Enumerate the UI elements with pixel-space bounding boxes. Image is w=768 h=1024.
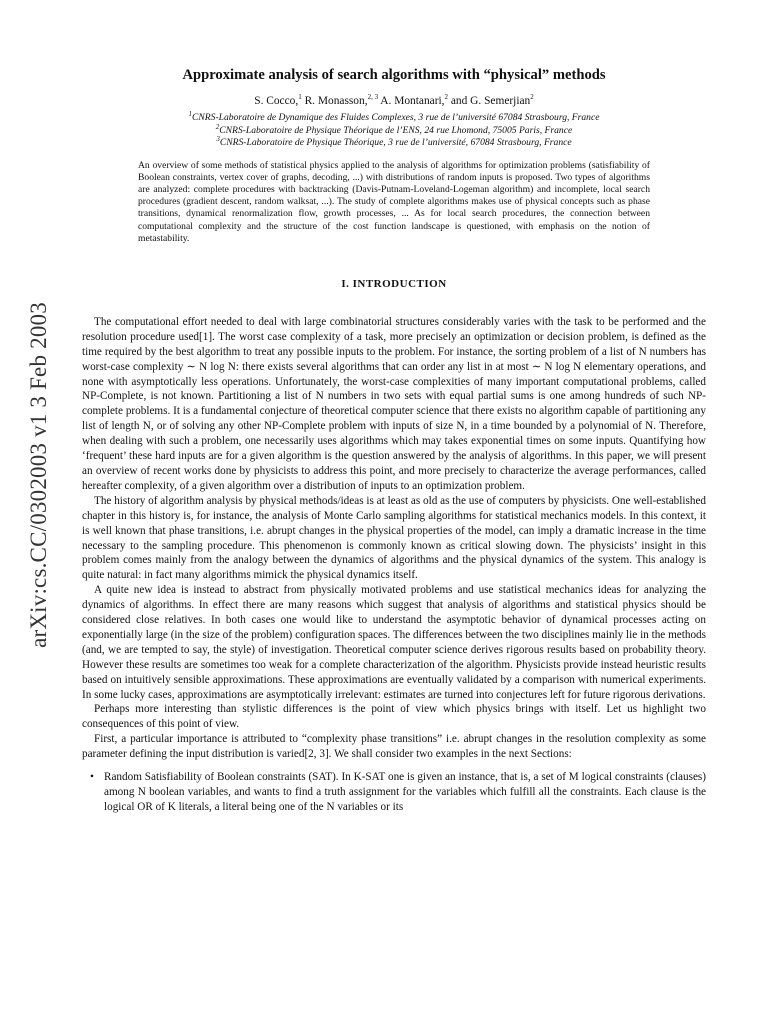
affiliation-list	[82, 109, 706, 150]
paper-page	[82, 0, 706, 815]
affiliation: $^3$CNRS-Laboratoire de Physique Théorique, 3 rue de l’université, 67084 Strasbourg, France	[216, 134, 572, 148]
arxiv-sidebar	[22, 270, 56, 680]
arxiv-identifier: arXiv:cs.CC/0302003 v1 3 Feb 2003	[26, 302, 51, 648]
author: S. Cocco,$^1$	[254, 93, 302, 107]
author: A. Montanari,$^2$	[380, 93, 448, 107]
affiliation: $^1$CNRS-Laboratoire de Dynamique des Fluides Complexes, 3 rue de l’université 67084 Strasbourg, France	[188, 109, 600, 123]
paragraph: The computational effort needed to deal with large combinatorial structures considerably varies with the task to be performed and the resolution procedure used[1]. The worst case complexity of a task, more precisely an optimization or decision problem, is defined as the time required by the best algorithm to treat any possible inputs to the problem. For instance, the sorting problem of a list of N numbers has worst-case complexity ∼ N log N: there exists several algorithms that can order any list in at most ∼ N log N elementary operations, and none with asymptotically less operations. Unfortunately, the worst-case complexities of many important computational problems, called NP-Complete, is not known. Partitioning a list of N numbers in two sets with equal partial sums is one among hundreds of such NP-complete problems. It is a fundamental conjecture of theoretical computer science that there exists no algorithm capable of partitioning any list of length N, or of solving any other NP-Complete problem with inputs of size N, in a time bounded by a polynomial of N. Therefore, when dealing with such a problem, one necessarily uses algorithms which may takes exponential times on some inputs. Quantifying how ‘frequent’ these hard inputs are for a given algorithm is the question answered by the analysis of algorithms. In this paper, we will present an overview of recent works done by physicists to address this point, and more precisely to characterize the average performances, called hereafter complexity, of a given algorithm over a distribution of inputs to an optimization problem.	[82, 315, 706, 492]
bullet-list	[82, 770, 706, 815]
paragraph: Perhaps more interesting than stylistic differences is the point of view which physics brings with itself. Let us highlight two consequences of this point of view.	[82, 703, 706, 731]
section-body	[82, 315, 706, 815]
list-item	[90, 770, 706, 815]
abstract	[138, 160, 650, 245]
paragraph: First, a particular importance is attributed to “complexity phase transitions” i.e. abrupt changes in the resolution complexity as some parameter defining the input distribution is varied[2, 3]. We shall consider two examples in the next Sections:	[82, 733, 706, 761]
list-item-text: Random Satisfiability of Boolean constraints (SAT). In K-SAT one is given an instance, that is, a set of M logical constraints (clauses) among N boolean variables, and wants to find a truth assignment for the variables which fulfill all the constraints. Each clause is the logical OR of K literals, a literal being one of the N variables or its	[104, 771, 706, 813]
paragraph: A quite new idea is instead to abstract from physically motivated problems and use statistical mechanics ideas for analyzing the dynamics of algorithms. In effect there are many reasons which suggest that analysis of algorithms and statistical physics should be considered close relatives. In both cases one would like to understand the asymptotic behavior of dynamical processes acting on exponentially large (in the size of the problem) configuration spaces. The differences between the two disciplines mainly lie in the methods (and, we are tempted to say, the style) of investigation. Theoretical computer science derives rigorous results based on probability theory. However these results are sometimes too weak for a complete characterization of the algorithm. Physicists provide instead heuristic results based on intuitively sensible approximations. These approximations are eventually validated by a comparison with numerical experiments. In some lucky cases, approximations are asymptotically irrelevant: estimates are turned into conjectures left for future rigorous derivations.	[82, 584, 706, 701]
abstract-text: An overview of some methods of statistical physics applied to the analysis of algorithms for optimization problems (satisfiability of Boolean constraints, vertex cover of graphs, decoding, ...) with distributions of random inputs is proposed. Two types of algorithms are analyzed: complete procedures with backtracking (Davis-Putnam-Loveland-Logeman algorithm) and incomplete, local search procedures (gradient descent, random walksat, ...). The study of complete algorithms makes use of physical concepts such as phase transitions, dynamical renormalization flow, growth processes, ... As for local search procedures, the connection between computational complexity and the structure of the cost function landscape is questioned, with emphasis on the notion of metastability.	[138, 159, 650, 244]
section-heading: I. INTRODUCTION	[341, 277, 447, 290]
affiliation: $^2$CNRS-Laboratoire de Physique Théorique de l’ENS, 24 rue Lhomond, 75005 Paris, France	[215, 122, 573, 136]
author: and G. Semerjian$^2$	[450, 93, 534, 107]
paragraph: The history of algorithm analysis by physical methods/ideas is at least as old as the use of computers by physicists. One well-established chapter in this history is, for instance, the analysis of Monte Carlo sampling algorithms for statistical mechanics models. In this context, it is well known that phase transitions, i.e. abrupt changes in the physical properties of the model, can imply a dramatic increase in the time necessary to the sampling procedure. This phenomenon is commonly known as critical slowing down. The physicists’ insight in this problem comes mainly from the analogy between the dynamics of algorithms and the physical dynamics of the system. This analogy is quite natural: in fact many algorithms mimick the physical dynamics itself.	[82, 494, 706, 582]
bullet-icon: •	[90, 771, 94, 784]
author: R. Monasson,$^{2, 3}$	[304, 93, 379, 107]
author-list	[82, 94, 706, 108]
paper-title: Approximate analysis of search algorithms with “physical” methods	[182, 67, 606, 83]
